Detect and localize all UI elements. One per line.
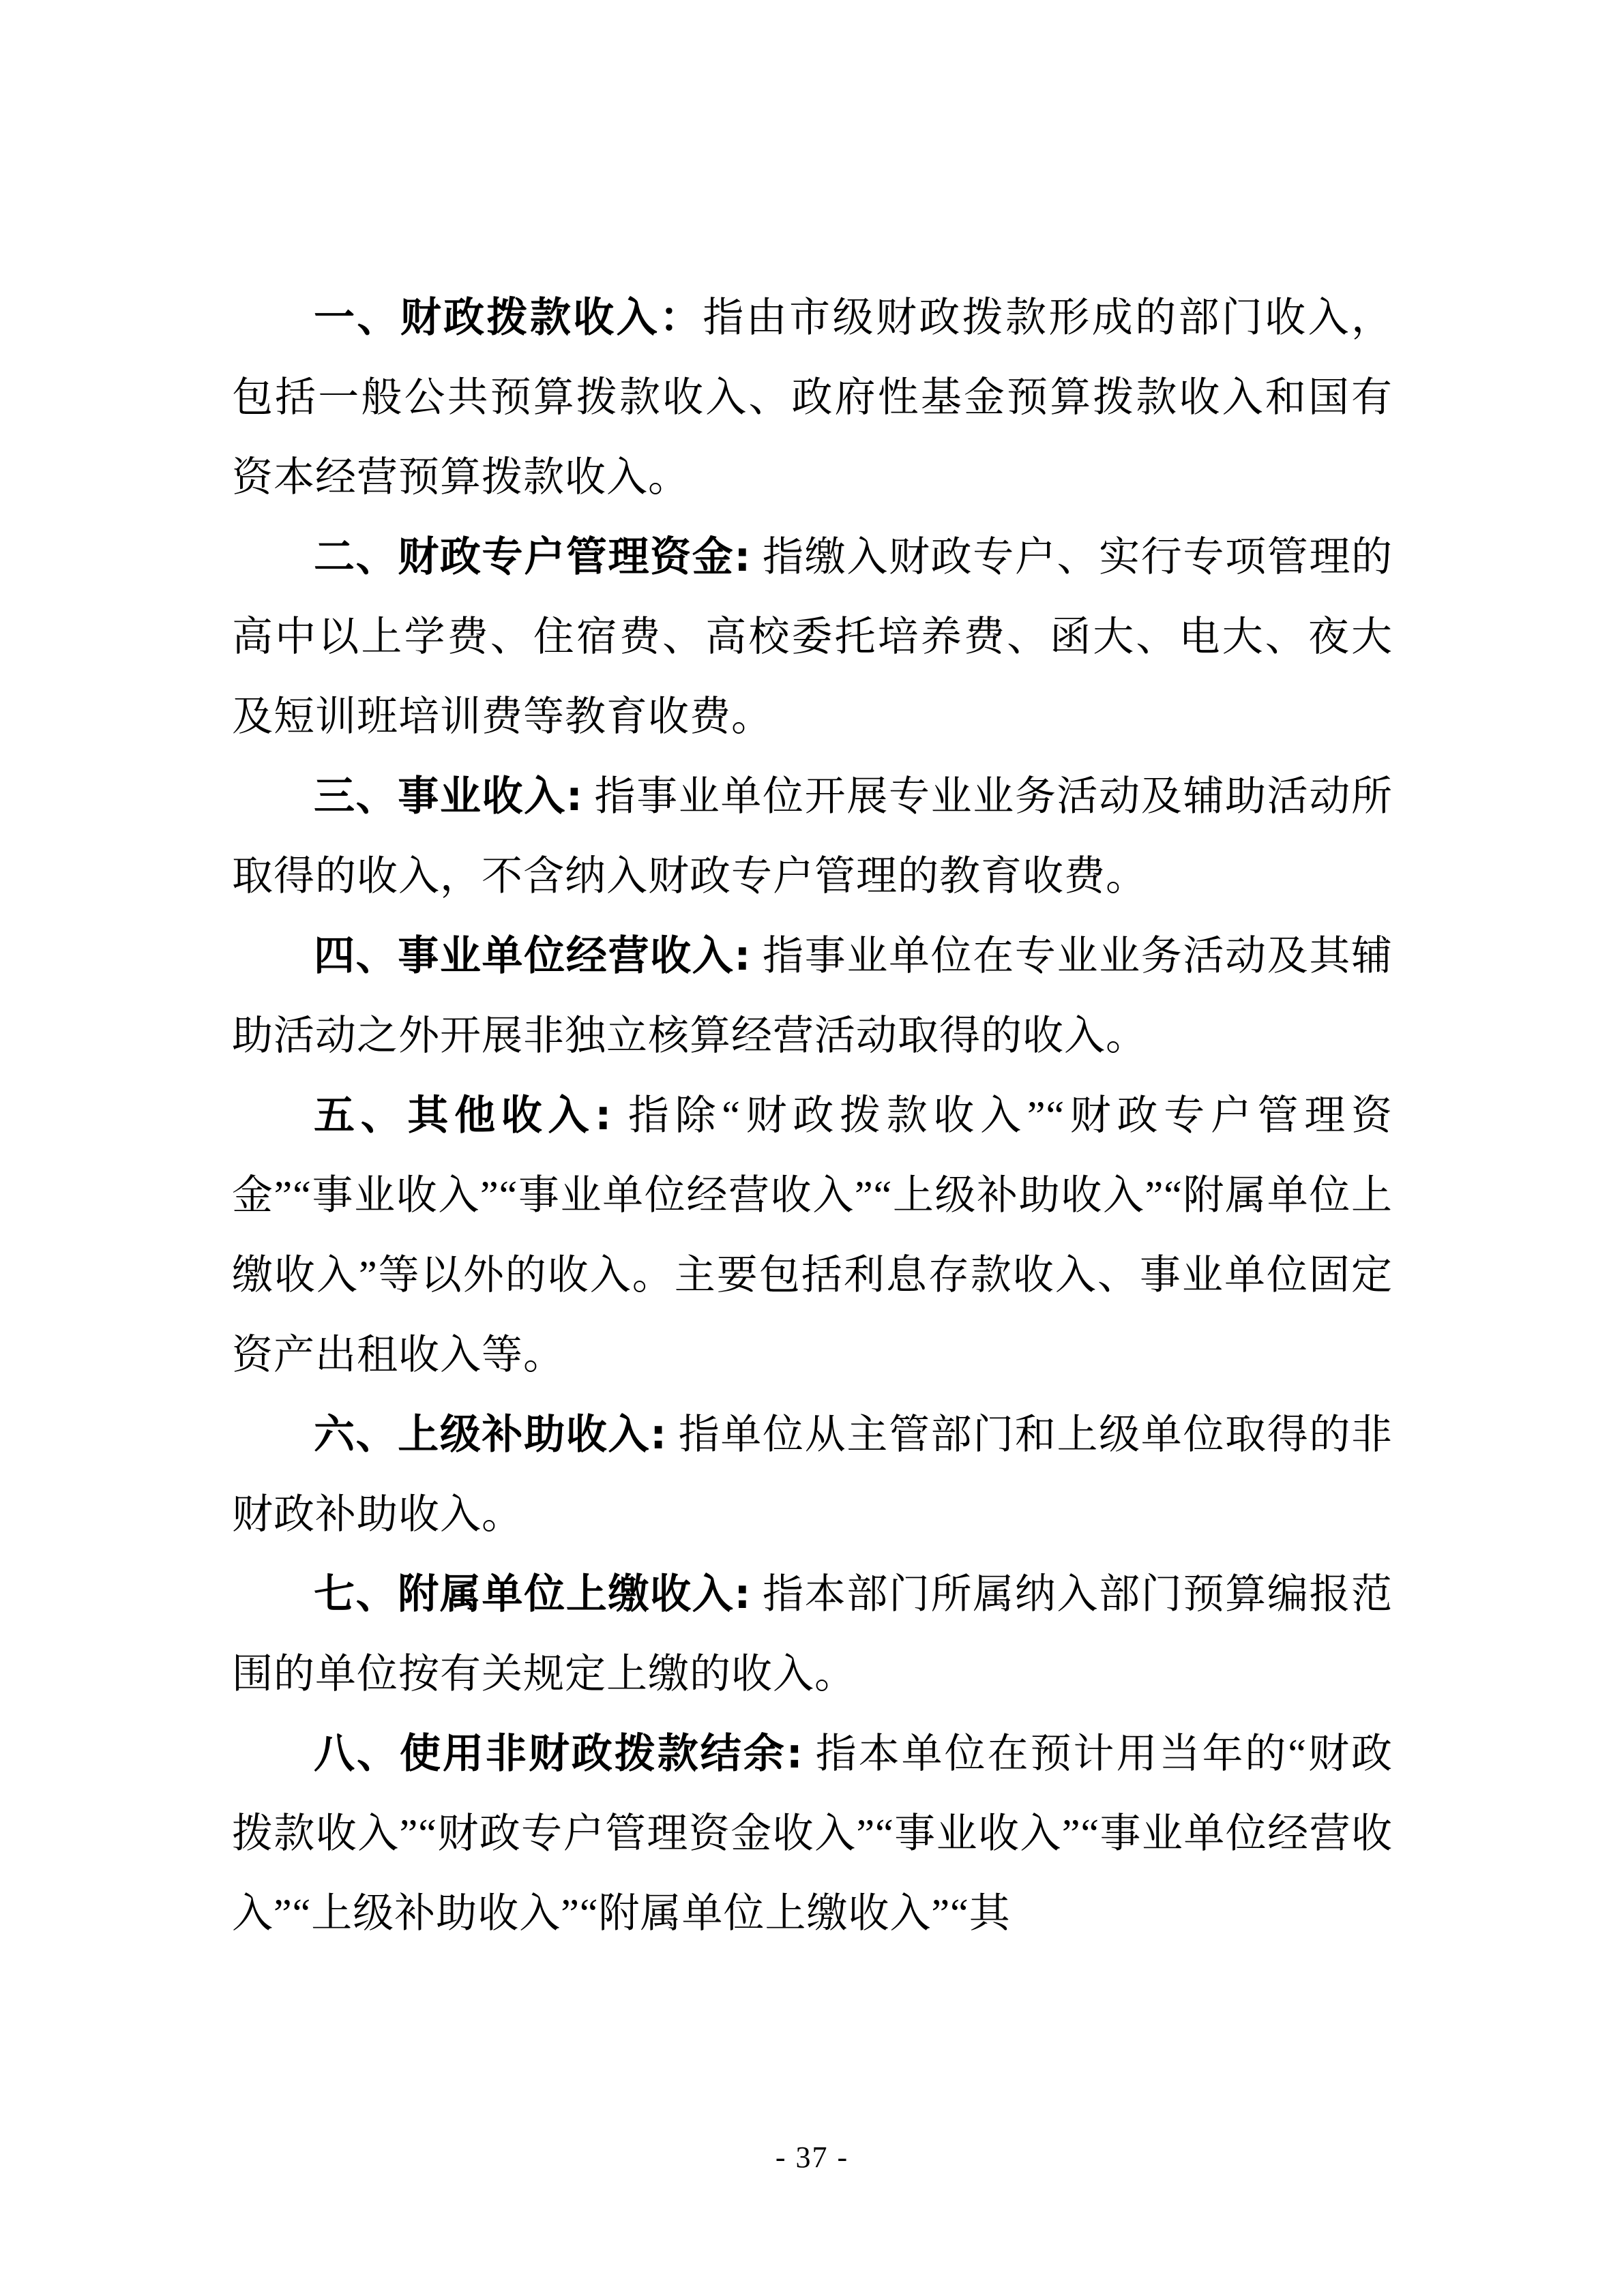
term-label-7: 七、附属单位上缴收入: [314,1570,752,1618]
page-footer [0,2140,1624,2175]
definition-paragraph-5 [232,1076,1393,1395]
term-label-3: 三、事业收入: [314,773,583,820]
term-label-5: 五、其他收入: [314,1092,612,1139]
definition-paragraph-7 [232,1555,1393,1714]
term-definition-8: 指本单位在预计用当年的“财政拨款收入”“财政专户管理资金收入”“事业收入”“事业单位经营收入”“上级补助收入”“附属单位上缴收入”“其 [232,1731,1393,1936]
term-label-6: 六、上级补助收入: [314,1411,668,1459]
term-definition-4: 指事业单位在专业业务活动及其辅助活动之外开展非独立核算经营活动取得的收入。 [232,934,1393,1058]
term-definition-2: 指缴入财政专户、实行专项管理的高中以上学费、住宿费、高校委托培养费、函大、电大、夜大及短训班培训费等教育收费。 [232,535,1393,739]
definition-paragraph-6 [232,1395,1393,1555]
page-number: - 37 - [775,2141,849,2174]
term-label-8: 八、使用非财政拨款结余: [314,1730,803,1778]
term-label-4: 四、事业单位经营收入: [314,932,752,980]
term-label-2: 二、财政专户管理资金: [314,533,752,581]
term-definition-6: 指单位从主管部门和上级单位取得的非财政补助收入。 [232,1412,1393,1537]
term-definition-1: 指由市级财政拨款形成的部门收入，包括一般公共预算拨款收入、政府性基金预算拨款收入和国有资本经营预算拨款收入。 [232,295,1393,500]
term-label-1: 一、财政拨款收入： [314,294,703,342]
definition-paragraph-8 [232,1714,1393,1954]
definition-paragraph-2 [232,518,1393,757]
definition-paragraph-4 [232,916,1393,1076]
term-definition-5: 指除“财政拨款收入”“财政专户管理资金”“事业收入”“事业单位经营收入”“上级补助收入”“附属单位上缴收入”等以外的收入。主要包括利息存款收入、事业单位固定资产出租收入等。 [232,1093,1393,1377]
document-body [232,278,1393,1954]
term-definition-7: 指本部门所属纳入部门预算编报范围的单位按有关规定上缴的收入。 [232,1572,1393,1697]
definition-paragraph-3 [232,757,1393,916]
definition-paragraph-1 [232,278,1393,518]
term-definition-3: 指事业单位开展专业业务活动及辅助活动所取得的收入，不含纳入财政专户管理的教育收费。 [232,774,1393,899]
